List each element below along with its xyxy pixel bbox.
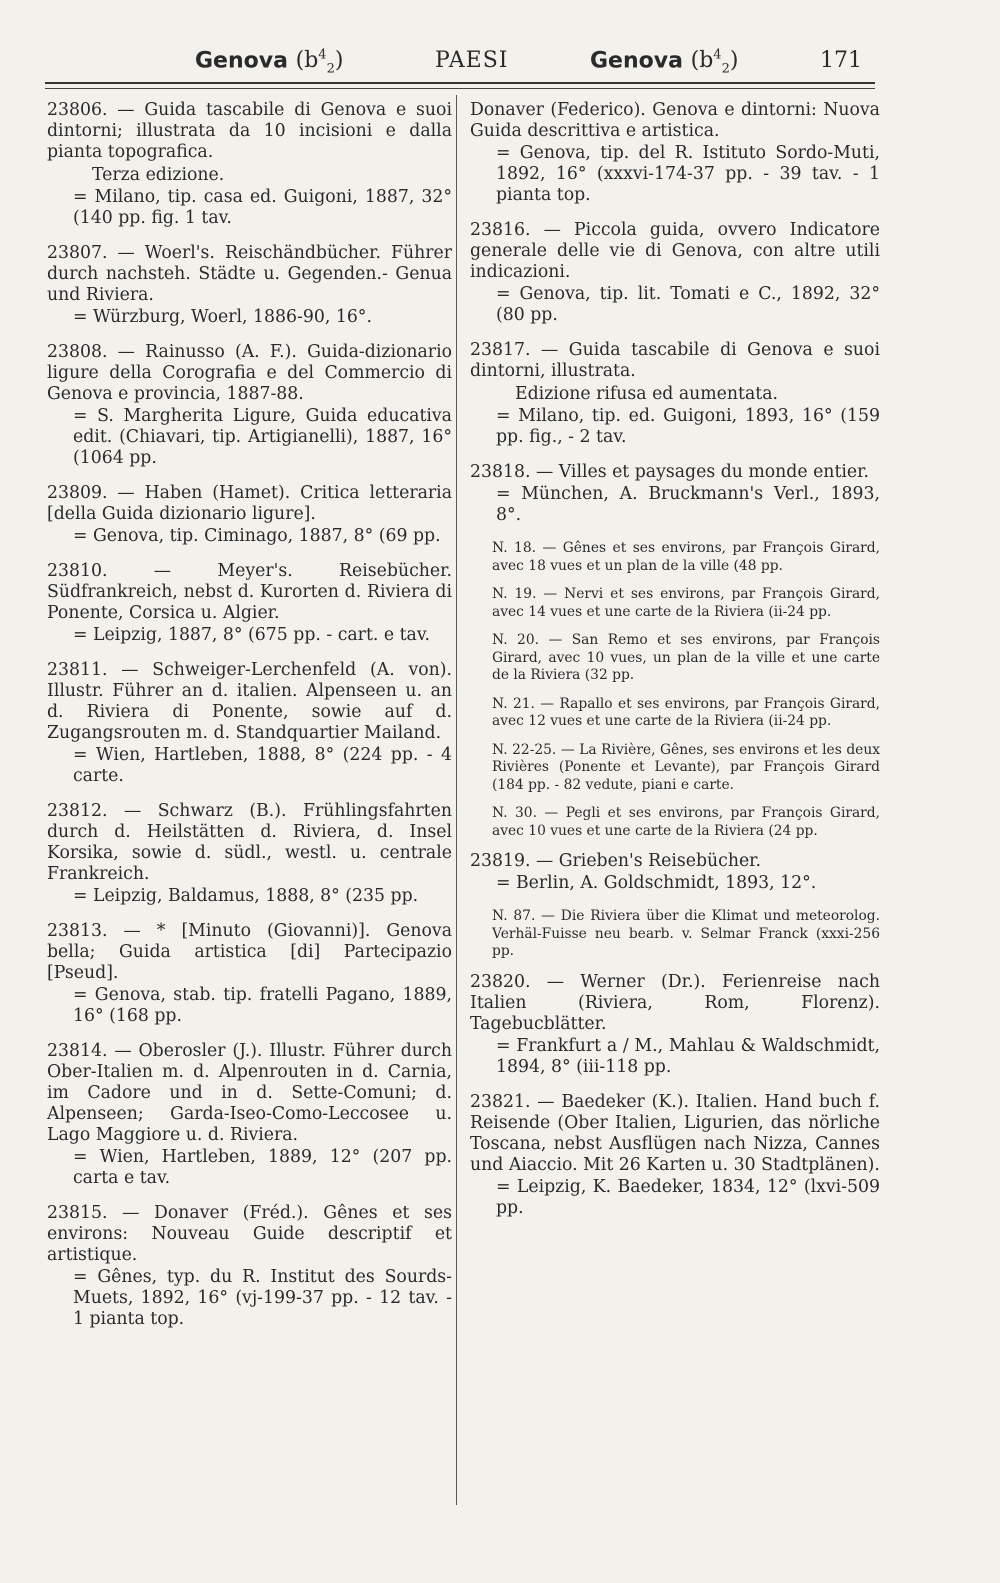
- catalog-entry: [470, 972, 880, 1078]
- entry-imprint: = Würzburg, Woerl, 1886-90, 16°.: [73, 307, 372, 327]
- entry-imprint: = Genova, tip. lit. Tomati e C., 1892, 32° (80 pp.: [496, 284, 880, 325]
- column-divider: [456, 95, 457, 1505]
- header-right-title: Genova: [590, 48, 683, 74]
- entry-title: 23808. — Rainusso (A. F.). Guida-dizionario ligure della Corografia e del Commercio di Genova e provincia, 1887-88.: [47, 342, 452, 404]
- header-left-title: Genova: [195, 48, 288, 74]
- catalog-entry: [470, 100, 880, 206]
- entry-title: Donaver (Federico). Genova e dintorni: Nuova Guida descrittiva e artistica.: [470, 100, 880, 141]
- entry-title: 23811. — Schweiger-Lerchenfeld (A. von). Illustr. Führer an d. italien. Alpenseen u. an d. Riviera di Ponente, sowie auf d. Zugangsrouten m. d. Standquartier Mailand.: [47, 660, 452, 743]
- entry-imprint: = Leipzig, 1887, 8° (675 pp. - cart. e tav.: [73, 625, 431, 645]
- catalog-entry: [47, 243, 452, 328]
- entry-title: 23807. — Woerl's. Reischändbücher. Führer durch nachsteh. Städte u. Gegenden.- Genua und Riviera.: [47, 243, 452, 305]
- series-subnote: [470, 742, 880, 795]
- subnote-text: N. 21. — Rapallo et ses environs, par François Girard, avec 12 vues et une carte de la Riviera (ii-24 pp.: [492, 695, 880, 729]
- entry-title: 23815. — Donaver (Fréd.). Gênes et ses environs: Nouveau Guide descriptif et artistique.: [47, 1203, 452, 1265]
- entry-title: 23814. — Oberosler (J.). Illustr. Führer durch Ober-Italien m. d. Alpenrouten in d. Carnia, im Cadore und in d. Sette-Comuni; d. Alpenseen; Garda-Iseo-Como-Leccosee u. Lago Maggiore u. d. Riviera.: [47, 1041, 452, 1145]
- right-column: [470, 100, 880, 1233]
- series-subnote: [470, 908, 880, 961]
- header-right-sub: 2: [721, 61, 730, 77]
- left-column: [47, 100, 452, 1344]
- subnote-text: N. 20. — San Remo et ses environs, par François Girard, avec 10 vues, un plan de la ville et une carte de la Riviera (32 pp.: [492, 632, 880, 683]
- entry-imprint: = Genova, stab. tip. fratelli Pagano, 1889, 16° (168 pp.: [73, 985, 452, 1026]
- page-number: 171: [820, 48, 862, 73]
- catalog-entry: [47, 1041, 452, 1189]
- entry-title: 23810. — Meyer's. Reisebücher. Südfrankreich, nebst d. Kurorten d. Riviera di Ponente, Corsica u. Algier.: [47, 561, 452, 623]
- entry-title: 23820. — Werner (Dr.). Ferienreise nach Italien (Riviera, Rom, Florenz). Tagebucblätter.: [470, 971, 880, 1034]
- header-right: Genova $(b^4_2)$: [590, 48, 739, 77]
- entry-imprint: = Milano, tip. ed. Guigoni, 1893, 16° (159 pp. fig., - 2 tav.: [496, 406, 880, 447]
- subnote-text: N. 22-25. — La Rivière, Gênes, ses environs et les deux Rivières (Ponente et Levante), par François Girard (184 pp. - 82 vedute, piani e carte.: [492, 741, 880, 793]
- entry-imprint: = Leipzig, K. Baedeker, 1834, 12° (lxvi-509 pp.: [496, 1176, 880, 1218]
- entry-imprint: = Gênes, typ. du R. Institut des Sourds-Muets, 1892, 16° (vj-199-37 pp. - 12 tav. - 1 pianta top.: [73, 1267, 452, 1329]
- series-subnote: [470, 696, 880, 731]
- entry-title: 23809. — Haben (Hamet). Critica letteraria [della Guida dizionario ligure].: [47, 483, 452, 524]
- running-header: [45, 40, 875, 80]
- entry-note: Terza edizione.: [92, 165, 225, 185]
- entry-imprint: = Frankfurt a / M., Mahlau & Waldschmidt, 1894, 8° (iii-118 pp.: [496, 1035, 880, 1077]
- entry-title: 23813. — * [Minuto (Giovanni)]. Genova bella; Guida artistica [di] Partecipazio [Pseud].: [47, 921, 452, 983]
- series-subnote: [470, 586, 880, 621]
- header-left-code: (b: [295, 48, 319, 74]
- series-subnote: [470, 632, 880, 685]
- subnote-text: N. 30. — Pegli et ses environs, par François Girard, avec 10 vues et une carte de la Riviera (24 pp.: [492, 805, 880, 839]
- subnote-text: N. 19. — Nervi et ses environs, par François Girard, avec 14 vues et une carte de la Riviera (ii-24 pp.: [492, 586, 880, 620]
- header-rule-thin: [45, 88, 875, 89]
- catalog-entry: [470, 1092, 880, 1219]
- entry-imprint: = Leipzig, Baldamus, 1888, 8° (235 pp.: [73, 886, 419, 906]
- subnote-text: N. 18. — Gênes et ses environs, par François Girard, avec 18 vues et un plan de la ville (48 pp.: [492, 540, 880, 574]
- entry-imprint: = München, A. Bruckmann's Verl., 1893, 8°.: [496, 484, 880, 525]
- entry-imprint: = Wien, Hartleben, 1888, 8° (224 pp. - 4 carte.: [73, 745, 452, 786]
- entry-imprint: = S. Margherita Ligure, Guida educativa edit. (Chiavari, tip. Artigianelli), 1887, 16° (1064 pp.: [73, 406, 452, 468]
- entry-title: 23817. — Guida tascabile di Genova e suoi dintorni, illustrata.: [470, 340, 880, 381]
- entry-title: 23819. — Grieben's Reisebücher.: [470, 851, 762, 871]
- entry-title: 23806. — Guida tascabile di Genova e suoi dintorni; illustrata da 10 incisioni e dalla pianta topografica.: [47, 100, 452, 162]
- catalog-entry: [47, 1203, 452, 1330]
- header-left: Genova $(b^4_2)$: [195, 48, 344, 77]
- header-right-code: (b: [690, 48, 714, 74]
- catalog-entry: [47, 660, 452, 787]
- series-subnote: [470, 805, 880, 840]
- entry-imprint: = Genova, tip. Ciminago, 1887, 8° (69 pp.: [73, 526, 441, 546]
- header-left-sup: 4: [318, 48, 327, 63]
- catalog-entry: [47, 100, 452, 229]
- catalog-entry: [47, 921, 452, 1027]
- entry-imprint: = Berlin, A. Goldschmidt, 1893, 12°.: [496, 873, 817, 893]
- entry-imprint: = Genova, tip. del R. Istituto Sordo-Muti, 1892, 16° (xxxvi-174-37 pp. - 39 tav. - 1 pianta top.: [496, 143, 880, 205]
- entry-title: 23818. — Villes et paysages du monde entier.: [470, 462, 869, 482]
- header-center: PAESI: [435, 48, 509, 73]
- series-subnote: [470, 540, 880, 575]
- entry-title: 23812. — Schwarz (B.). Frühlingsfahrten durch d. Heilstätten d. Riviera, d. Insel Korsika, sowie d. südl., westl. u. centrale Frankreich.: [47, 801, 452, 884]
- catalog-entry: [47, 801, 452, 907]
- entry-note: Edizione rifusa ed aumentata.: [515, 384, 779, 404]
- catalog-entry: [470, 340, 880, 448]
- subnote-text: N. 87. — Die Riviera über die Klimat und meteorolog. Verhäl-Fuisse neu bearb. v. Selmar Franck (xxxi-256 pp.: [492, 908, 880, 959]
- catalog-entry: [47, 561, 452, 646]
- header-left-sub: 2: [326, 61, 335, 77]
- entry-imprint: = Wien, Hartleben, 1889, 12° (207 pp. carta e tav.: [73, 1147, 452, 1188]
- header-rule-thick: [45, 82, 875, 84]
- entry-title: 23816. — Piccola guida, ovvero Indicatore generale delle vie di Genova, con altre utili indicazioni.: [470, 220, 880, 282]
- header-right-sup: 4: [713, 48, 722, 63]
- catalog-entry: [47, 342, 452, 469]
- catalog-entry: [470, 462, 880, 526]
- entry-imprint: = Milano, tip. casa ed. Guigoni, 1887, 32° (140 pp. fig. 1 tav.: [73, 187, 452, 228]
- entry-title: 23821. — Baedeker (K.). Italien. Hand buch f. Reisende (Ober Italien, Ligurien, das nörliche Toscana, nebst Ausflügen nach Nizza, Cannes und Aiaccio. Mit 26 Karten u. 30 Stadtplänen).: [470, 1091, 880, 1175]
- catalog-entry: [470, 220, 880, 326]
- catalog-entry: [470, 851, 880, 894]
- catalog-entry: [47, 483, 452, 547]
